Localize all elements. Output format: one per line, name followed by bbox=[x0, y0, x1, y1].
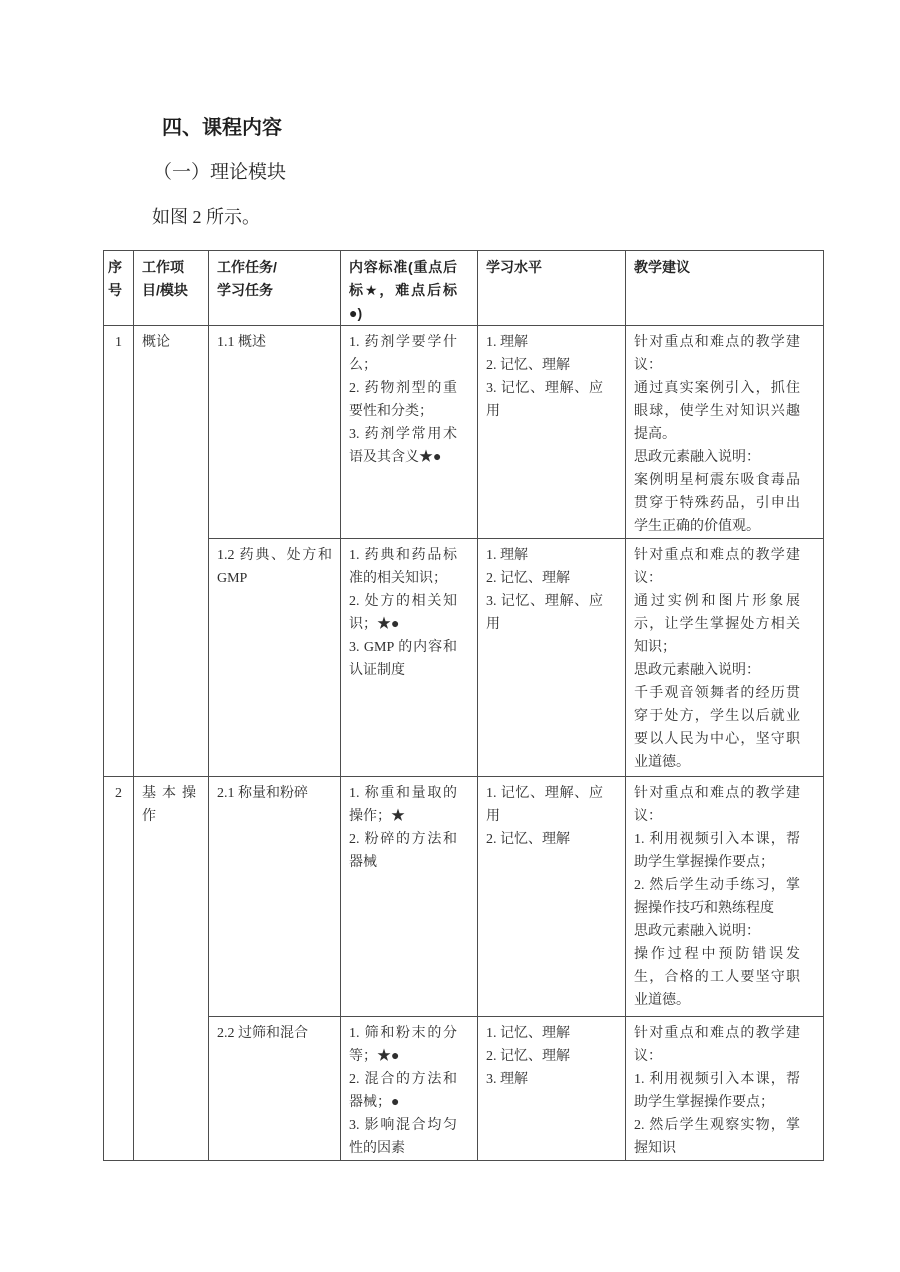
cell-task bbox=[209, 777, 341, 1017]
cell-learning-level bbox=[478, 777, 626, 1017]
level-item: 1. 记忆、理解 bbox=[486, 1026, 570, 1041]
cell-teaching-suggestion bbox=[626, 326, 824, 539]
cell-learning-level bbox=[478, 1017, 626, 1161]
content-item: 1. 药剂学要学什么； bbox=[349, 335, 457, 373]
suggestion-item: 针对重点和难点的教学建议： bbox=[634, 548, 800, 586]
header-seq: 序号 bbox=[104, 251, 134, 326]
level-item: 2. 记忆、理解 bbox=[486, 571, 570, 586]
level-item: 3. 理解 bbox=[486, 1072, 528, 1087]
header-learning-level: 学习水平 bbox=[478, 251, 626, 326]
header-content-line: 内容标准(重点后 bbox=[349, 259, 457, 275]
level-item: 3. 记忆、理解、应用 bbox=[486, 594, 603, 632]
header-teaching-suggestion: 教学建议 bbox=[626, 251, 824, 326]
suggestion-item: 2. 然后学生观察实物，掌握知识 bbox=[634, 1118, 800, 1156]
content-item: 2. 处方的相关知识；★● bbox=[349, 594, 457, 632]
level-item: 2. 记忆、理解 bbox=[486, 1049, 570, 1064]
task-label: 2.2 过筛和混合 bbox=[217, 1026, 308, 1041]
suggestion-item: 思政元素融入说明： bbox=[634, 663, 760, 678]
suggestion-item: 思政元素融入说明： bbox=[634, 924, 760, 939]
task-label: 1.1 概述 bbox=[217, 335, 266, 350]
cell-content-standard bbox=[341, 1017, 478, 1161]
cell-content-standard bbox=[341, 326, 478, 539]
cell-seq: 1 bbox=[104, 326, 134, 777]
cell-seq: 2 bbox=[104, 777, 134, 1161]
suggestion-item: 2. 然后学生动手练习，掌握操作技巧和熟练程度 bbox=[634, 878, 800, 916]
cell-content-standard bbox=[341, 777, 478, 1017]
header-content-line: ●) bbox=[349, 305, 363, 321]
suggestion-item: 通过真实案例引入，抓住眼球，使学生对知识兴趣提高。 bbox=[634, 381, 800, 442]
cell-task bbox=[209, 539, 341, 777]
cell-module: 概论 bbox=[134, 326, 209, 777]
suggestion-item: 思政元素融入说明： bbox=[634, 450, 760, 465]
cell-content-standard bbox=[341, 539, 478, 777]
level-item: 3. 记忆、理解、应用 bbox=[486, 381, 603, 419]
level-item: 2. 记忆、理解 bbox=[486, 832, 570, 847]
suggestion-item: 1. 利用视频引入本课，帮助学生掌握操作要点； bbox=[634, 832, 800, 870]
table-row bbox=[104, 326, 824, 539]
suggestion-item: 针对重点和难点的教学建议： bbox=[634, 335, 800, 373]
level-item: 1. 理解 bbox=[486, 335, 528, 350]
cell-teaching-suggestion bbox=[626, 539, 824, 777]
suggestion-item: 通过实例和图片形象展示，让学生掌握处方相关知识； bbox=[634, 594, 800, 655]
page-title: 四、课程内容 bbox=[162, 117, 282, 139]
cell-teaching-suggestion bbox=[626, 1017, 824, 1161]
cell-module: 基本操作 bbox=[134, 777, 209, 1161]
suggestion-item: 操作过程中预防错误发生，合格的工人要坚守职业道德。 bbox=[634, 947, 800, 1008]
content-item: 1. 称重和量取的操作；★ bbox=[349, 786, 457, 824]
header-module: 工作项目/模块 bbox=[134, 251, 209, 326]
table-header-row bbox=[104, 251, 824, 326]
figure-caption: 如图 2 所示。 bbox=[152, 207, 260, 227]
header-task-line: 学习任务 bbox=[217, 282, 273, 298]
header-task bbox=[209, 251, 341, 326]
suggestion-item: 1. 利用视频引入本课，帮助学生掌握操作要点； bbox=[634, 1072, 800, 1110]
header-content-standard bbox=[341, 251, 478, 326]
content-item: 3. 影响混合均匀性的因素 bbox=[349, 1118, 457, 1156]
content-item: 2. 混合的方法和器械；● bbox=[349, 1072, 457, 1110]
header-task-line: 工作任务/ bbox=[217, 259, 277, 275]
task-label: 1.2 药典、处方和GMP bbox=[217, 548, 332, 586]
cell-task bbox=[209, 326, 341, 539]
content-item: 2. 药物剂型的重要性和分类； bbox=[349, 381, 457, 419]
table-row bbox=[104, 539, 824, 777]
suggestion-item: 案例明星柯震东吸食毒品贯穿于特殊药品，引申出学生正确的价值观。 bbox=[634, 473, 800, 534]
task-label: 2.1 称量和粉碎 bbox=[217, 786, 308, 801]
suggestion-item: 针对重点和难点的教学建议： bbox=[634, 1026, 800, 1064]
level-item: 1. 理解 bbox=[486, 548, 528, 563]
section-subtitle: （一）理论模块 bbox=[153, 162, 287, 183]
suggestion-item: 千手观音领舞者的经历贯穿于处方，学生以后就业要以人民为中心，坚守职业道德。 bbox=[634, 686, 800, 770]
table-row bbox=[104, 777, 824, 1017]
content-item: 3. GMP 的内容和认证制度 bbox=[349, 640, 457, 678]
content-item: 1. 筛和粉末的分等；★● bbox=[349, 1026, 457, 1064]
header-content-line: 标★，难点后标 bbox=[349, 282, 457, 298]
table-row bbox=[104, 1017, 824, 1161]
cell-learning-level bbox=[478, 326, 626, 539]
content-item: 1. 药典和药品标准的相关知识； bbox=[349, 548, 457, 586]
content-item: 2. 粉碎的方法和器械 bbox=[349, 832, 457, 870]
suggestion-item: 针对重点和难点的教学建议： bbox=[634, 786, 800, 824]
cell-task bbox=[209, 1017, 341, 1161]
course-content-table bbox=[103, 250, 824, 1161]
cell-learning-level bbox=[478, 539, 626, 777]
level-item: 2. 记忆、理解 bbox=[486, 358, 570, 373]
content-item: 3. 药剂学常用术语及其含义★● bbox=[349, 427, 457, 465]
level-item: 1. 记忆、理解、应用 bbox=[486, 786, 603, 824]
cell-teaching-suggestion bbox=[626, 777, 824, 1017]
